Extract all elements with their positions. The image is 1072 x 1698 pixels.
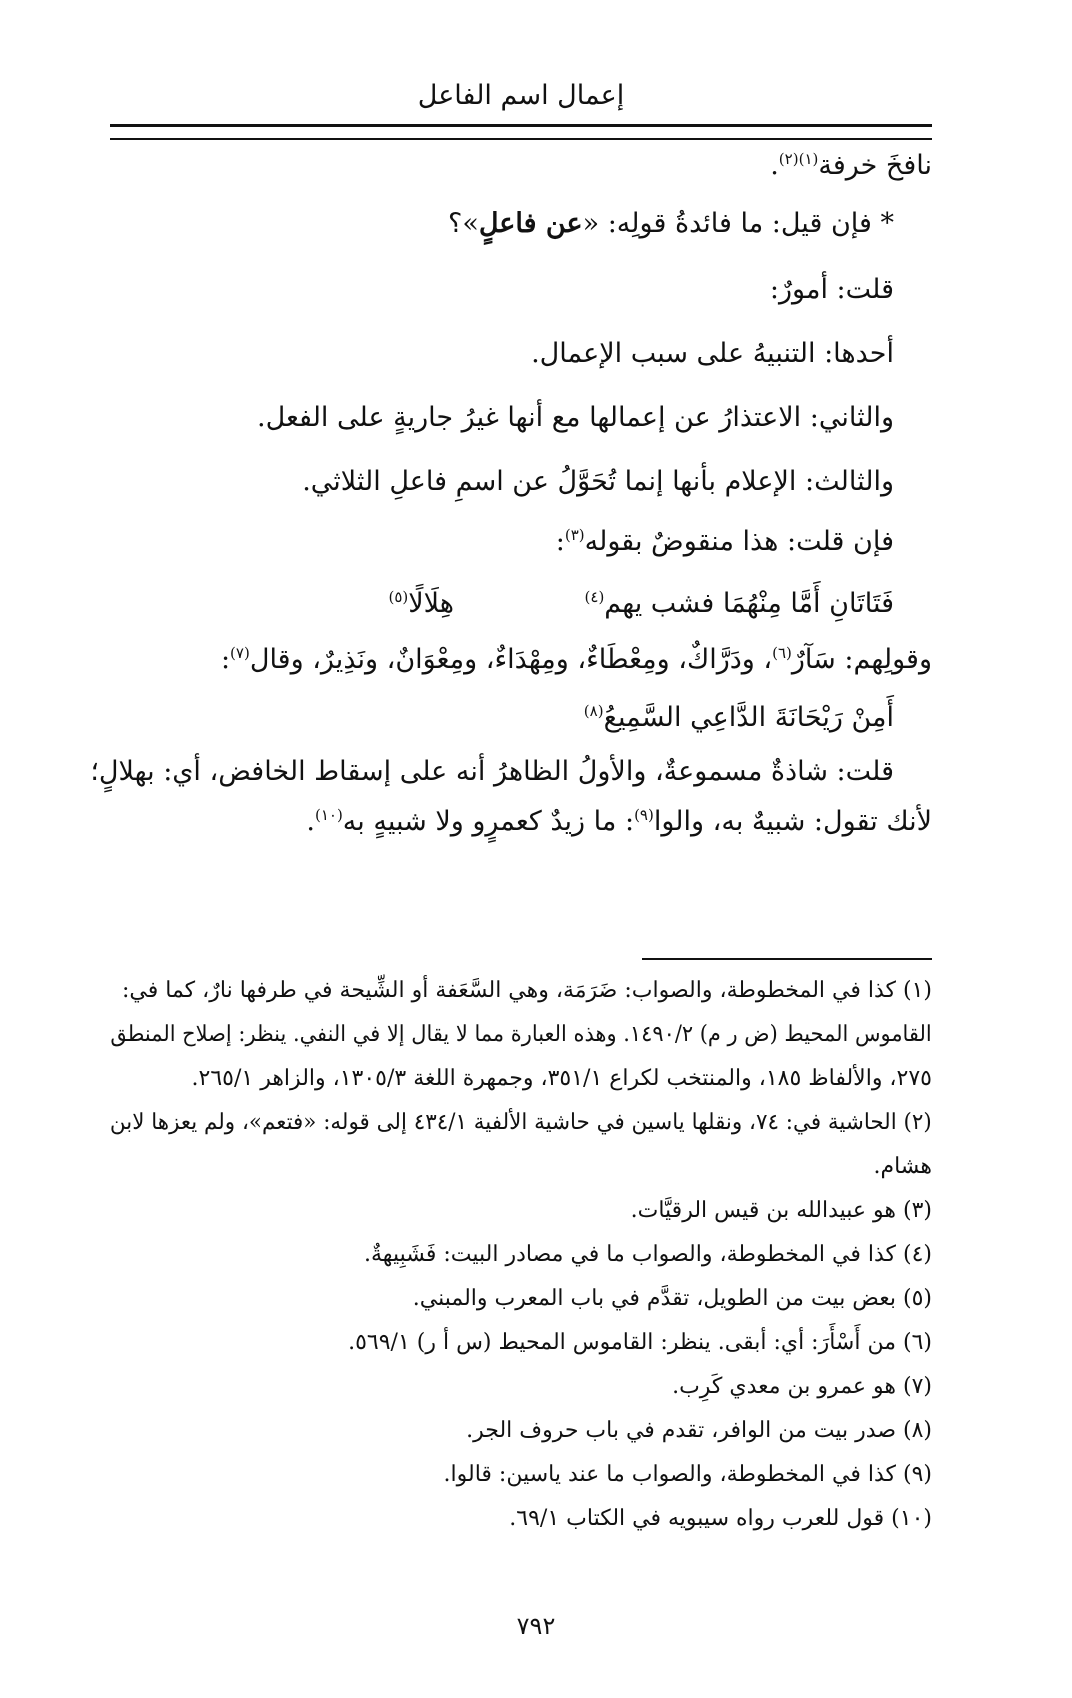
verse-2: أَمِنْ رَيْحَانَةَ الدَّاعِي السَّمِيعُ$^{(٨)}$ [583,702,894,733]
footnote-8: (٨) صدر بيت من الوافر، تقدم في باب حروف الجر. [466,1418,932,1443]
bold-quote: عن فاعلٍ [478,208,583,239]
footnote-9: (٩) كذا في المخطوطة، والصواب ما عند ياسين: قالوا. [443,1462,932,1487]
running-header: إعمال اسم الفاعل [417,80,625,111]
body-line-2: * فإن قيل: ما فائدةُ قولِه: «عن فاعلٍ»؟ [447,208,894,239]
body-line-12: لأنك تقول: شبيهٌ به، والوا$^{(٩)}$: ما زيدٌ كعمرٍو ولا شبيهٍ به$^{(١٠)}$. [306,806,932,837]
body-line-6: والثالث: الإعلام بأنها إنما تُحَوَّلُ عن اسمِ فاعلِ الثلاثي. [302,466,894,497]
footnote-3: (٣) هو عبيدالله بن قيس الرقيَّات. [630,1198,932,1223]
body-line-11: قلت: شاذةٌ مسموعةٌ، والأولُ الظاهرُ أنه على إسقاط الخافض، أي: بهلالٍ؛ [90,756,894,787]
footnote-ref: (٩) [634,806,654,824]
footnote-ref: (١)(٢) [778,150,819,168]
body-line-7: فإن قلت: هذا منقوضٌ بقوله$^{(٣)}$: [555,526,894,557]
footnote-6: (٦) من أَسْأَرَ: أي: أبقى. ينظر: القاموس المحيط (س أ ر) ٥٦٩/١. [348,1330,932,1355]
footnote-4: (٤) كذا في المخطوطة، والصواب ما في مصادر البيت: فَشَبِيهةٌ. [364,1242,932,1267]
header-rule-thin [110,138,932,140]
body-line-3: قلت: أمورٌ: [769,274,894,305]
footnote-2-line-2: هشام. [873,1154,932,1179]
footnote-5: (٥) بعض بيت من الطويل، تقدَّم في باب المعرب والمبني. [412,1286,932,1311]
footnote-ref: (٧) [230,644,250,662]
body-line-1: نافخَ خرفة$^{(١)(٢)}$. [770,150,932,181]
footnote-ref: (٣) [564,526,585,544]
footnote-separator [642,958,932,960]
footnote-ref: (٥) [388,588,409,606]
verse-1-first-hemistich: فَتَاتَانِ أَمَّا مِنْهُمَا فشب يهم$^{(٤)}$ [584,588,894,619]
footnote-1-line-1: (١) كذا في المخطوطة، والصواب: ضَرَمَة، وهي السَّعَفة أو الشِّيحة في طرفها نارٌ، كما في: [122,978,932,1003]
footnote-ref: (٤) [584,588,605,606]
footnote-ref: (١٠) [314,806,343,824]
footnote-7: (٧) هو عمرو بن معدي كَرِب. [672,1374,932,1399]
footnote-1-line-2: القاموس المحيط (ض ر م) ١٤٩٠/٢. وهذه العبارة مما لا يقال إلا في النفي. ينظر: إصلاح المنطق [110,1022,932,1047]
footnote-ref: (٨) [583,702,604,720]
footnote-1-line-3: ٢٧٥، والألفاظ ١٨٥، والمنتخب لكراع ٣٥١/١، وجمهرة اللغة ١٣٠٥/٣، والزاهر ٢٦٥/١. [191,1066,932,1091]
footnote-2-line-1: (٢) الحاشية في: ٧٤، ونقلها ياسين في حاشية الألفية ٤٣٤/١ إلى قوله: «فتعم»، ولم يعزها لابن [110,1110,932,1135]
page-number: ٧٩٢ [516,1612,556,1640]
footnote-ref: (٦) [772,644,792,662]
body-line-5: والثاني: الاعتذارُ عن إعمالها مع أنها غيرُ جاريةٍ على الفعل. [256,402,894,433]
header-rule-thick [110,124,932,127]
body-line-4: أحدها: التنبيهُ على سبب الإعمال. [531,338,894,369]
verse-1-second-hemistich: هِلَالًا$^{(٥)}$ [388,588,454,619]
body-line-9: وقولِهم: سَآرٌ$^{(٦)}$، ودَرَّاكٌ، ومِعْطَاءٌ، ومِهْدَاءٌ، ومِعْوَانٌ، ونَذِيرٌ، وقال$^{(٧)}$: [220,644,932,675]
footnote-10: (١٠) قول للعرب رواه سيبويه في الكتاب ٦٩/١. [509,1506,932,1531]
